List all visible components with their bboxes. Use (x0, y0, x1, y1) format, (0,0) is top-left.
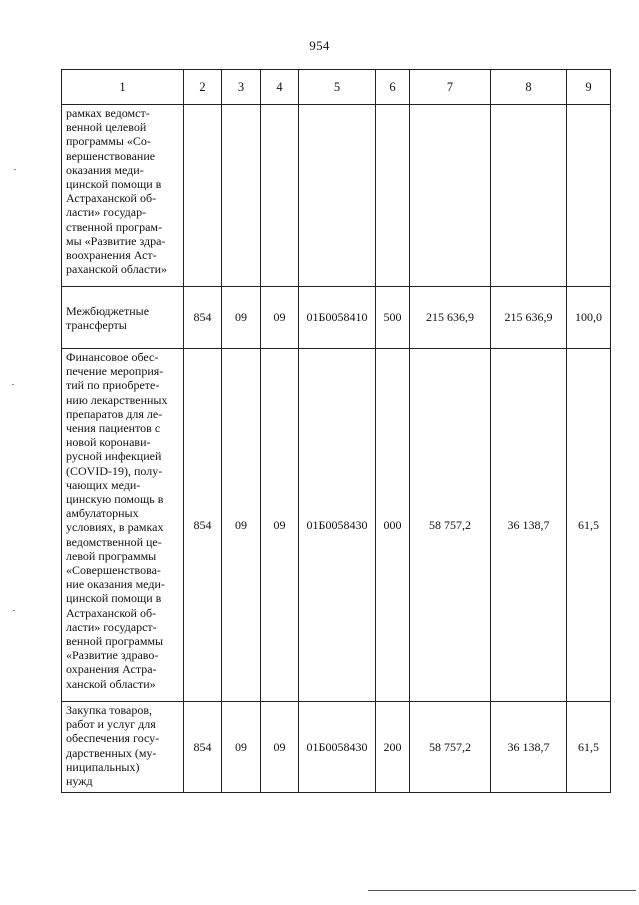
header-cell: 3 (222, 70, 261, 105)
percent-cell: 61,5 (567, 349, 611, 702)
target-article-cell: 01Б0058430 (299, 702, 376, 793)
row-name-cell: рамках ведомст- венной целевой программы «Со- вершенствование оказания меди- цинской помощи в Астраханской об- ласти» государ- ственной програм- мы «Развитие здра- воохранения Аст- раханской области» (62, 105, 184, 287)
header-cell: 1 (62, 70, 184, 105)
target-article-cell: 01Б0058410 (299, 287, 376, 349)
planned-amount-cell: 58 757,2 (410, 349, 491, 702)
admin-code-cell: 854 (184, 287, 222, 349)
row-name-cell: Закупка товаров, работ и услуг для обеспечения госу- дарственных (му- ниципальных) нужд (62, 702, 184, 793)
row-name-cell: Финансовое обес- печение мероприя- тий по приобрете- нию лекарственных препаратов для ле- чения пациентов с новой коронави- русной инфекцией (COVID-19), полу- чающих меди- цинскую помощь в амбулаторных условиях, в рамках ведомственной це- левой программы «Совершенствова- ние оказания меди- цинской помощи в Астраханской об- ласти» государст- венной программы «Развитие здраво- охранения Астра- ханской области» (62, 349, 184, 702)
section-cell: 09 (222, 349, 261, 702)
executed-amount-cell (491, 105, 567, 287)
percent-cell: 61,5 (567, 702, 611, 793)
subsection-cell (261, 105, 299, 287)
planned-amount-cell (410, 105, 491, 287)
header-cell: 5 (299, 70, 376, 105)
percent-cell (567, 105, 611, 287)
planned-amount-cell: 58 757,2 (410, 702, 491, 793)
header-cell: 6 (376, 70, 410, 105)
subsection-cell: 09 (261, 702, 299, 793)
section-cell: 09 (222, 287, 261, 349)
scan-speck (12, 384, 14, 385)
admin-code-cell: 854 (184, 349, 222, 702)
expense-type-cell: 000 (376, 349, 410, 702)
target-article-cell: 01Б0058430 (299, 349, 376, 702)
table-header-row (62, 70, 611, 105)
table-row (62, 105, 611, 287)
table-row (62, 349, 611, 702)
executed-amount-cell: 215 636,9 (491, 287, 567, 349)
section-cell (222, 105, 261, 287)
executed-amount-cell: 36 138,7 (491, 702, 567, 793)
admin-code-cell: 854 (184, 702, 222, 793)
scan-speck (13, 610, 15, 611)
header-cell: 8 (491, 70, 567, 105)
subsection-cell: 09 (261, 349, 299, 702)
target-article-cell (299, 105, 376, 287)
executed-amount-cell: 36 138,7 (491, 349, 567, 702)
row-name-cell: Межбюджетные трансферты (62, 287, 184, 349)
subsection-cell: 09 (261, 287, 299, 349)
expense-type-cell: 200 (376, 702, 410, 793)
header-cell: 2 (184, 70, 222, 105)
expense-type-cell: 500 (376, 287, 410, 349)
scan-speck (14, 169, 16, 170)
expense-type-cell (376, 105, 410, 287)
footer-divider (368, 890, 636, 891)
header-cell: 4 (261, 70, 299, 105)
table-row (62, 287, 611, 349)
header-cell: 7 (410, 70, 491, 105)
header-cell: 9 (567, 70, 611, 105)
admin-code-cell (184, 105, 222, 287)
page-number: 954 (309, 38, 330, 53)
table-row (62, 702, 611, 793)
planned-amount-cell: 215 636,9 (410, 287, 491, 349)
budget-table (61, 69, 611, 793)
section-cell: 09 (222, 702, 261, 793)
percent-cell: 100,0 (567, 287, 611, 349)
